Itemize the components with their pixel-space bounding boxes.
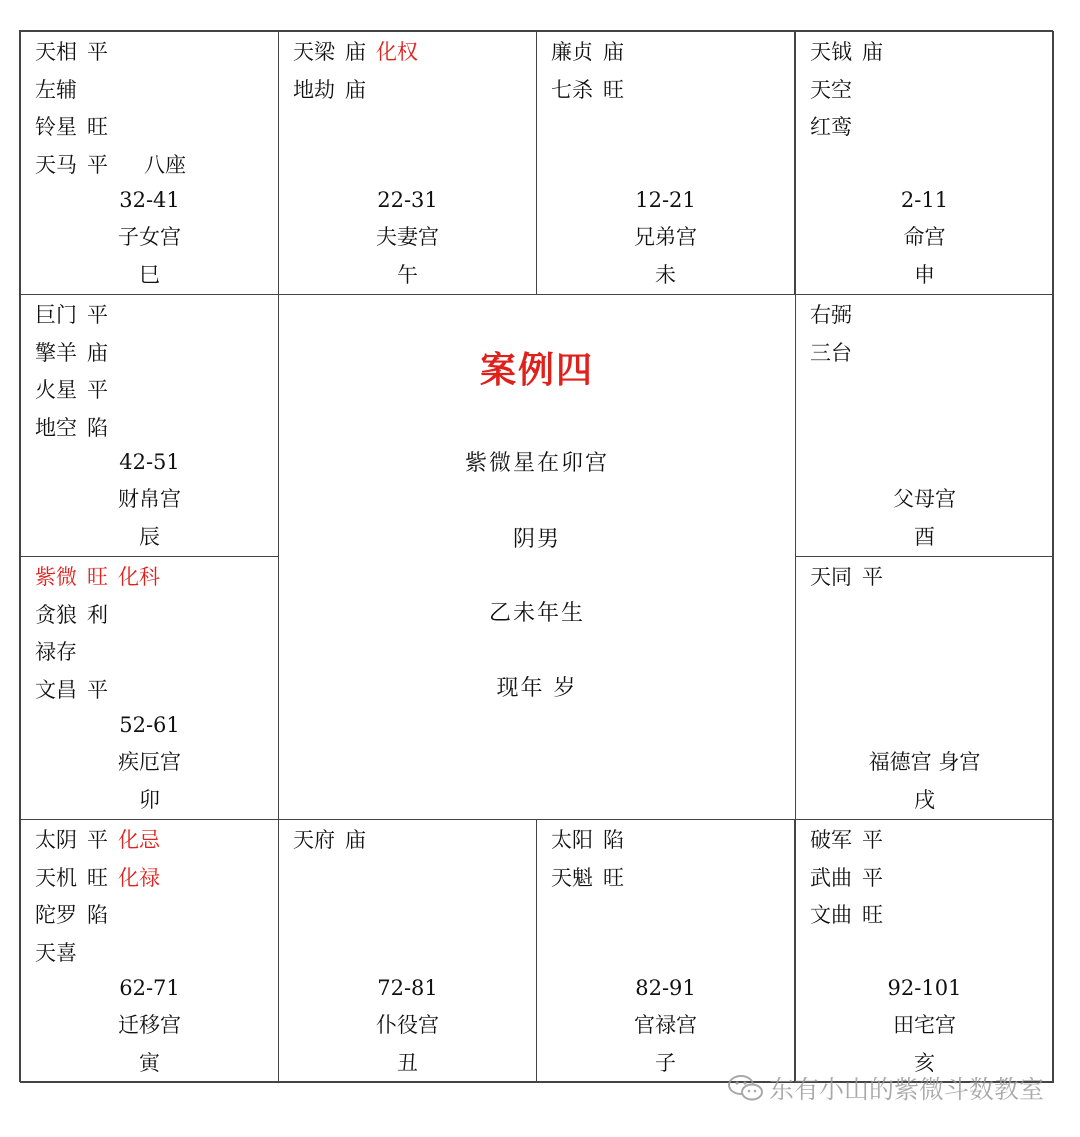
star-name: 禄存 [35,640,77,664]
star-attribute: 平 [87,303,108,327]
star-attribute: 旺 [87,115,108,139]
age-range [796,444,1053,482]
earthly-branch: 丑 [397,1050,418,1075]
palace-chou [278,819,537,1083]
star-line [810,297,1047,335]
star-list [810,559,1047,597]
ziwei-chart [19,30,1053,1082]
star-line [35,335,272,373]
palace-hai [795,819,1054,1083]
star-attribute: 平 [87,378,108,402]
star-attribute: 庙 [862,40,883,64]
star-line [35,147,272,185]
star-attribute: 化权 [376,40,418,64]
star-attribute: 八座 [144,152,186,177]
age-range: 52-61 [119,712,180,737]
star-attribute: 旺 [862,903,883,927]
star-attribute: 利 [87,602,108,627]
star-list [293,34,530,109]
star-name: 巨门 [35,303,77,327]
star-line [35,597,272,635]
palace-shen [795,31,1054,295]
palace-si [20,31,279,295]
star-attribute: 陷 [87,903,108,927]
star-line [810,34,1047,72]
palace-name: 迁移宫 [118,1013,181,1037]
star-list [810,34,1047,147]
star-list [810,297,1047,372]
star-line [35,860,272,898]
earthly-branch: 巳 [139,262,160,287]
star-name: 天同 [810,565,852,589]
star-line [35,634,272,672]
star-line [35,372,272,410]
star-name: 贪狼 [35,602,77,627]
star-list [35,822,272,972]
palace-footer [796,182,1053,295]
star-list [35,34,272,184]
star-list [551,822,788,897]
age-range: 12-21 [635,187,696,212]
earthly-branch: 寅 [139,1050,160,1075]
star-attribute: 庙 [87,340,108,365]
star-name: 天府 [293,828,335,852]
age-range: 82-91 [635,975,696,1000]
star-name: 天相 [35,40,77,64]
palace-footer [21,444,278,557]
palace-name: 疾厄宫 [118,750,181,774]
star-name: 文曲 [810,903,852,927]
star-attribute: 庙 [603,40,624,64]
star-attribute: 平 [862,865,883,890]
palace-name: 命宫 [903,225,946,249]
star-attribute: 庙 [345,40,366,64]
info-gender: 阴男 [512,527,561,552]
star-list [35,297,272,447]
star-name: 紫微 [35,565,77,589]
star-line [551,822,788,860]
star-line [35,672,272,710]
star-name: 武曲 [810,865,852,890]
palace-footer [279,182,536,295]
star-line [551,860,788,898]
earthly-branch: 申 [914,262,935,287]
star-list [810,822,1047,935]
star-line [35,559,272,597]
star-name: 天梁 [293,40,335,64]
chart-center [278,294,796,820]
star-attribute: 化禄 [118,865,160,890]
star-attribute: 平 [87,40,108,64]
info-zhongxing: 紫微星在卯宫 [464,451,609,476]
earthly-branch: 卯 [139,787,160,812]
earthly-branch: 酉 [914,524,935,549]
palace-name: 夫妻宫 [376,225,439,249]
star-list [551,34,788,109]
age-range: 22-31 [377,187,438,212]
age-range: 72-81 [377,975,438,1000]
star-name: 擎羊 [35,340,77,365]
star-name: 太阴 [35,828,77,852]
palace-name: 田宅宫 [893,1013,956,1037]
palace-you [795,294,1054,557]
age-range [796,707,1053,745]
star-name: 破军 [810,828,852,852]
star-line [810,860,1047,898]
star-list [35,559,272,709]
palace-name: 仆役宫 [376,1013,439,1037]
palace-name: 父母宫 [893,487,956,511]
star-name: 天魁 [551,865,593,890]
palace-footer [21,182,278,295]
star-name: 天机 [35,865,77,890]
star-attribute: 旺 [87,865,108,890]
palace-chen [20,294,279,557]
palace-mao [20,556,279,820]
star-name: 天马 [35,152,77,177]
star-name: 地空 [35,415,77,440]
palace-footer [21,707,278,820]
earthly-branch: 亥 [914,1050,935,1075]
star-name: 火星 [35,378,77,402]
star-attribute: 平 [87,152,108,177]
star-name: 天喜 [35,940,77,965]
star-line [293,34,530,72]
star-name: 太阳 [551,828,593,852]
star-line [551,72,788,110]
star-name: 铃星 [35,115,77,139]
age-range: 42-51 [119,449,180,474]
star-attribute: 旺 [603,77,624,102]
star-attribute: 旺 [603,865,624,890]
earthly-branch: 子 [655,1050,676,1075]
star-attribute: 平 [87,828,108,852]
star-name: 右弼 [810,303,852,327]
age-range: 92-101 [887,975,962,1000]
star-line [35,72,272,110]
star-name: 地劫 [293,77,335,102]
age-range: 62-71 [119,975,180,1000]
star-line [35,109,272,147]
palace-name: 兄弟宫 [634,225,697,249]
age-range: 32-41 [119,187,180,212]
palace-xu [795,556,1054,820]
star-line [35,410,272,448]
star-attribute: 平 [87,677,108,702]
palace-yin [20,819,279,1083]
palace-name: 福德宫 身宫 [868,750,981,774]
palace-name: 子女宫 [118,225,181,249]
star-name: 左辅 [35,77,77,102]
star-line [35,935,272,973]
star-attribute: 平 [862,828,883,852]
earthly-branch: 戌 [914,787,935,812]
star-attribute: 陷 [87,415,108,440]
star-list [293,822,530,860]
palace-footer [796,444,1053,557]
star-attribute: 化科 [118,565,160,589]
star-line [35,822,272,860]
age-range: 2-11 [900,187,949,212]
watermark [727,1070,1044,1106]
palace-footer [21,970,278,1083]
star-name: 三台 [810,340,852,365]
star-line [35,297,272,335]
wechat-icon [727,1073,765,1103]
palace-wei [536,31,795,295]
palace-wu [278,31,537,295]
star-line [810,335,1047,373]
chart-title: 案例四 [479,349,594,391]
star-attribute: 平 [862,565,883,589]
info-birth-year: 乙未年生 [488,601,585,626]
palace-footer [537,970,794,1083]
star-attribute: 化忌 [118,828,160,852]
palace-name: 财帛宫 [118,487,181,511]
star-name: 文昌 [35,677,77,702]
star-line [551,34,788,72]
star-line [35,897,272,935]
star-line [293,72,530,110]
palace-zi [536,819,795,1083]
star-line [35,34,272,72]
info-current-age: 现年 岁 [496,676,578,701]
earthly-branch: 未 [655,262,676,287]
star-attribute: 庙 [345,77,366,102]
star-name: 天钺 [810,40,852,64]
star-name: 红鸾 [810,115,852,139]
star-name: 七杀 [551,77,593,102]
earthly-branch: 午 [397,262,418,287]
star-line [810,72,1047,110]
star-name: 陀罗 [35,903,77,927]
star-name: 天空 [810,77,852,102]
star-line [293,822,530,860]
star-line [810,559,1047,597]
palace-name: 官禄宫 [634,1013,697,1037]
earthly-branch: 辰 [139,524,160,549]
palace-footer [796,970,1053,1083]
star-line [810,897,1047,935]
star-name: 廉贞 [551,40,593,64]
palace-footer [279,970,536,1083]
star-attribute: 庙 [345,828,366,852]
star-attribute: 旺 [87,565,108,589]
star-line [810,822,1047,860]
watermark-text: 东有小山的紫微斗数教室 [768,1075,1044,1104]
palace-footer [537,182,794,295]
star-attribute: 陷 [603,828,624,852]
star-line [810,109,1047,147]
palace-footer [796,707,1053,820]
